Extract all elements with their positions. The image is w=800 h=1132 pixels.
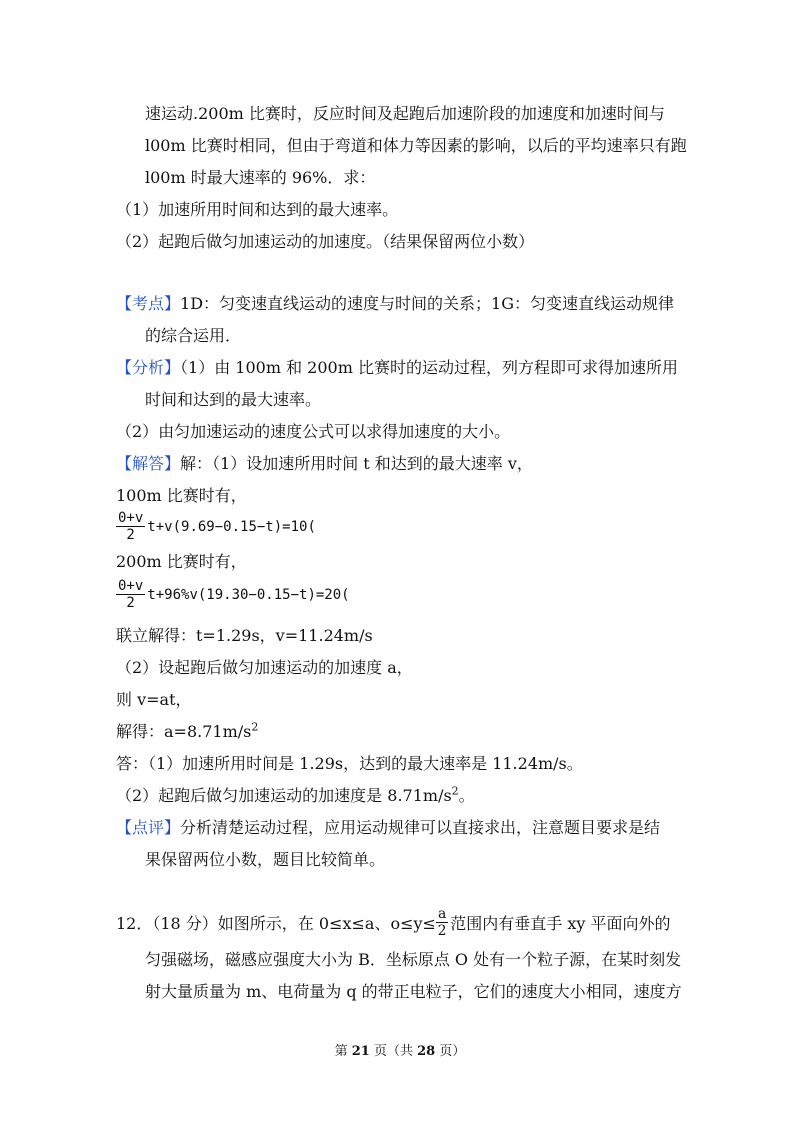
problem-line-3: l00m 时最大速率的 96%．求： bbox=[145, 168, 376, 187]
kaodian-tag: 【考点】 bbox=[116, 294, 181, 313]
answer-2-text: （2）起跑后做匀加速运动的加速度是 8.71m/s bbox=[116, 786, 452, 805]
q12-line-3: 射大量质量为 m、电荷量为 q 的带正电粒子，它们的速度大小相同，速度方 bbox=[145, 982, 682, 1001]
q12-fraction bbox=[436, 906, 448, 939]
problem-part-1: （1）加速所用时间和达到的最大速率。 bbox=[116, 200, 399, 219]
eq1-rest: t+v(9.69−0.15−t)=10( bbox=[147, 518, 316, 535]
eq1-fraction bbox=[116, 510, 145, 543]
q12-pre: 12．（18 分）如图所示，在 0≤x≤a、o≤y≤ bbox=[116, 914, 436, 933]
jieda-200m: 200m 比赛时有， bbox=[116, 552, 247, 571]
answer-2-sup: 2 bbox=[451, 784, 459, 798]
q12-frac-num: a bbox=[437, 906, 447, 922]
eq1-denominator: 2 bbox=[126, 527, 135, 543]
q12-line-1 bbox=[116, 906, 671, 939]
fenxi-line-2: 时间和达到的最大速率。 bbox=[145, 390, 322, 409]
jieda-lianli: 联立解得：t=1.29s，v=11.24m/s bbox=[116, 626, 373, 645]
jieda-line-1 bbox=[116, 454, 533, 474]
dianping-line-2: 果保留两位小数，题目比较简单。 bbox=[145, 850, 386, 869]
footer-total-pages: 28 bbox=[417, 1044, 436, 1059]
jiede-sup: 2 bbox=[251, 720, 259, 734]
dianping-tag: 【点评】 bbox=[116, 818, 181, 837]
jieda-100m: 100m 比赛时有， bbox=[116, 486, 247, 505]
jieda-jiede bbox=[116, 722, 258, 742]
problem-part-2: （2）起跑后做匀加速运动的加速度。（结果保留两位小数） bbox=[116, 232, 535, 251]
eq2-denominator: 2 bbox=[126, 595, 135, 611]
answer-line-1: 答：（1）加速所用时间是 1.29s，达到的最大速率是 11.24m/s。 bbox=[116, 754, 583, 773]
page-footer bbox=[0, 1040, 800, 1059]
footer-mid: 页（共 bbox=[373, 1044, 413, 1059]
q12-line-2: 匀强磁场，磁感应强度大小为 B．坐标原点 O 处有一个粒子源，在某时刻发 bbox=[145, 950, 682, 969]
equation-200m bbox=[116, 578, 350, 611]
q12-frac-den: 2 bbox=[437, 923, 447, 939]
fenxi-text: （1）由 100m 和 200m 比赛时的运动过程，列方程即可求得加速所用 bbox=[180, 358, 678, 377]
footer-page-number: 21 bbox=[351, 1044, 370, 1059]
jieda-ze: 则 v=at， bbox=[116, 690, 192, 709]
equation-100m bbox=[116, 510, 316, 543]
jieda-part-2: （2）设起跑后做匀加速运动的加速度 a， bbox=[116, 658, 413, 677]
eq1-numerator: 0+v bbox=[118, 510, 144, 526]
kaodian-line-2: 的综合运用． bbox=[145, 326, 242, 345]
jieda-text: 解：（1）设加速所用时间 t 和达到的最大速率 v， bbox=[180, 454, 533, 473]
jieda-tag: 【解答】 bbox=[116, 454, 181, 473]
footer-pre: 第 bbox=[334, 1044, 348, 1059]
eq2-numerator: 0+v bbox=[118, 578, 144, 594]
footer-post: 页） bbox=[439, 1044, 466, 1059]
fenxi-tag: 【分析】 bbox=[116, 358, 181, 377]
fenxi-line-1 bbox=[116, 358, 678, 378]
dianping-text: 分析清楚运动过程，应用运动规律可以直接求出，注意题目要求是结 bbox=[180, 818, 661, 837]
eq2-rest: t+96%v(19.30−0.15−t)=20( bbox=[147, 586, 350, 603]
kaodian-text: 1D：匀变速直线运动的速度与时间的关系；1G：匀变速直线运动规律 bbox=[180, 294, 674, 313]
answer-line-2 bbox=[116, 786, 475, 806]
problem-line-2: l00m 比赛时相同，但由于弯道和体力等因素的影响，以后的平均速率只有跑 bbox=[145, 136, 687, 155]
problem-line-1: 速运动.200m 比赛时，反应时间及起跑后加速阶段的加速度和加速时间与 bbox=[145, 104, 665, 123]
q12-post: 范围内有垂直手 xy 平面向外的 bbox=[450, 914, 671, 933]
eq2-fraction bbox=[116, 578, 145, 611]
dianping-line-1 bbox=[116, 818, 660, 838]
fenxi-line-3: （2）由匀加速运动的速度公式可以求得加速度的大小。 bbox=[116, 422, 511, 441]
kaodian-line-1 bbox=[116, 294, 674, 314]
answer-2-end: 。 bbox=[458, 786, 475, 805]
jiede-text: 解得：a=8.71m/s bbox=[116, 722, 252, 741]
